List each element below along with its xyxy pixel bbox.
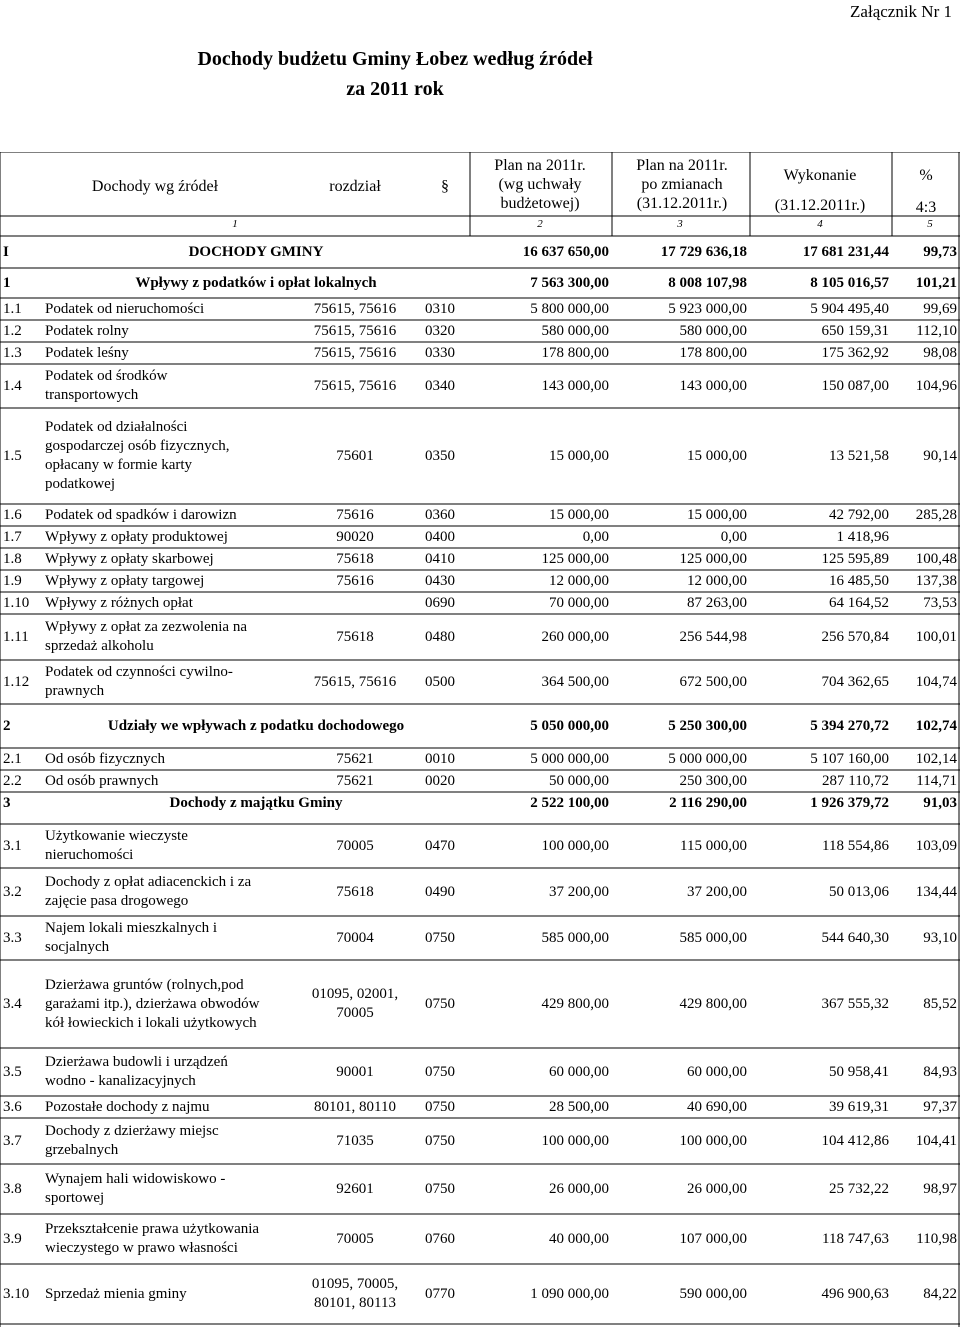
row-name: Wpływy z różnych opłat	[45, 594, 193, 611]
row-plan: 364 500,00	[541, 673, 609, 690]
row-plan: 585 000,00	[541, 929, 609, 946]
row-plan: 1 090 000,00	[530, 1285, 609, 1302]
row-percent: 91,03	[923, 794, 957, 811]
row-name: Podatek rolny	[45, 322, 129, 339]
row-name: Dzierżawa gruntów (rolnych,pod garażami itp.), dzierżawa obwodów kół łowieckich i lokali użytkowych	[45, 976, 260, 1031]
row-division: 75616	[336, 572, 374, 589]
row-paragraph: 0480	[425, 628, 455, 645]
header-col-5: 5	[927, 217, 933, 230]
row-number: 3.8	[3, 1180, 22, 1197]
row-paragraph: 0490	[425, 883, 455, 900]
row-execution: 16 485,50	[829, 572, 889, 589]
row-paragraph: 0010	[425, 750, 455, 767]
row-plan-changed: 580 000,00	[679, 322, 747, 339]
row-plan: 5 800 000,00	[530, 300, 609, 317]
row-number: 2.2	[3, 772, 22, 789]
row-plan: 7 563 300,00	[530, 274, 609, 291]
row-execution: 650 159,31	[821, 322, 889, 339]
row-paragraph: 0360	[425, 506, 455, 523]
row-execution: 175 362,92	[821, 344, 889, 361]
row-percent: 98,08	[923, 344, 957, 361]
row-execution: 150 087,00	[821, 377, 889, 394]
row-percent: 110,98	[916, 1230, 957, 1247]
row-plan-changed: 143 000,00	[679, 377, 747, 394]
row-percent: 104,74	[915, 673, 957, 690]
row-division: 75615, 75616	[313, 377, 397, 394]
row-plan-changed: 8 008 107,98	[668, 274, 747, 291]
row-name: DOCHODY GMINY	[188, 243, 324, 260]
row-name: Najem lokali mieszkalnych i socjalnych	[45, 920, 218, 955]
row-percent: 102,14	[915, 750, 957, 767]
row-plan-changed: 87 263,00	[687, 594, 747, 611]
row-division: 75621	[336, 772, 374, 789]
row-name: Podatek od środków transportowych	[45, 368, 168, 403]
row-division: 75621	[336, 750, 374, 767]
row-division: 75615, 75616	[313, 673, 397, 690]
header-col-1: 1	[232, 217, 238, 230]
header-execution-date: (31.12.2011r.)	[774, 196, 866, 214]
row-plan: 16 637 650,00	[522, 243, 609, 260]
row-plan-changed: 2 116 290,00	[669, 794, 747, 811]
row-number: 3.2	[3, 883, 22, 900]
row-name: Podatek od spadków i darowizn	[45, 506, 237, 523]
row-plan-changed: 0,00	[720, 528, 747, 545]
row-number: 1.8	[3, 550, 22, 567]
row-execution: 42 792,00	[829, 506, 889, 523]
row-number: 1.11	[3, 628, 29, 645]
row-plan: 429 800,00	[541, 995, 609, 1012]
row-plan-changed: 37 200,00	[687, 883, 747, 900]
row-division	[303, 592, 407, 614]
row-division: 75618	[336, 550, 374, 567]
row-plan-changed: 107 000,00	[679, 1230, 747, 1247]
row-number: 3.10	[3, 1285, 30, 1302]
row-plan-changed: 17 729 636,18	[660, 243, 747, 260]
row-number: 3.3	[3, 929, 22, 946]
row-paragraph: 0750	[425, 995, 455, 1012]
row-plan-changed: 256 544,98	[679, 628, 747, 645]
row-plan-changed: 429 800,00	[679, 995, 747, 1012]
row-plan-changed: 585 000,00	[679, 929, 747, 946]
row-plan-changed: 26 000,00	[687, 1180, 747, 1197]
row-number: 3.6	[3, 1098, 22, 1115]
row-name: Dochody z majątku Gminy	[169, 794, 343, 811]
row-paragraph: 0400	[425, 528, 455, 545]
row-number: 3.5	[3, 1063, 22, 1080]
row-percent: 285,28	[915, 506, 957, 523]
row-name: Od osób fizycznych	[45, 750, 165, 767]
row-number: I	[3, 243, 9, 260]
title-line-1: Dochody budżetu Gminy Łobez według źródeł	[197, 48, 593, 70]
row-paragraph: 0470	[425, 837, 455, 854]
row-division: 71035	[336, 1132, 374, 1149]
row-plan-changed: 5 000 000,00	[668, 750, 747, 767]
row-execution: 25 732,22	[829, 1180, 889, 1197]
row-plan: 40 000,00	[549, 1230, 609, 1247]
row-plan-changed: 40 690,00	[687, 1098, 747, 1115]
row-percent: 97,37	[923, 1098, 957, 1115]
row-name: Dochody z opłat adiacenckich i za zajęcie pasa drogowego	[45, 874, 252, 909]
header-paragraph: §	[441, 177, 449, 195]
header-ratio: 4:3	[915, 198, 937, 216]
row-number: 1.9	[3, 572, 22, 589]
row-paragraph: 0340	[425, 377, 455, 394]
row-name: Udziały we wpływach z podatku dochodowego	[107, 717, 405, 734]
row-paragraph: 0690	[425, 594, 455, 611]
row-name: Użytkowanie wieczyste nieruchomości	[45, 828, 188, 863]
row-execution: 5 107 160,00	[810, 750, 889, 767]
row-plan-changed: 250 300,00	[679, 772, 747, 789]
row-plan: 143 000,00	[541, 377, 609, 394]
row-execution: 50 958,41	[829, 1063, 889, 1080]
row-percent: 114,71	[916, 772, 957, 789]
row-number: 3.1	[3, 837, 22, 854]
header-col-4: 4	[817, 217, 823, 230]
row-percent: 90,14	[923, 447, 957, 464]
row-name: Od osób prawnych	[45, 772, 159, 789]
row-plan: 28 500,00	[549, 1098, 609, 1115]
row-number: 3	[3, 794, 11, 811]
row-number: 1.6	[3, 506, 22, 523]
row-plan-changed: 15 000,00	[687, 506, 747, 523]
row-number: 1.1	[3, 300, 22, 317]
row-division: 75615, 75616	[313, 344, 397, 361]
row-name: Podatek leśny	[45, 344, 129, 361]
row-execution: 367 555,32	[821, 995, 889, 1012]
row-percent: 84,93	[923, 1063, 957, 1080]
row-percent: 137,38	[915, 572, 957, 589]
row-execution: 64 164,52	[829, 594, 889, 611]
row-number: 1.7	[3, 528, 22, 545]
row-name: Pozostałe dochody z najmu	[45, 1098, 210, 1115]
income-table	[0, 152, 960, 1327]
row-percent: 134,44	[915, 883, 957, 900]
row-paragraph: 0320	[425, 322, 455, 339]
row-plan: 50 000,00	[549, 772, 609, 789]
row-plan: 580 000,00	[541, 322, 609, 339]
row-percent: 98,97	[923, 1180, 957, 1197]
row-percent: 100,01	[915, 628, 957, 645]
row-plan: 260 000,00	[541, 628, 609, 645]
row-division: 70005	[336, 1230, 374, 1247]
row-paragraph: 0760	[425, 1230, 455, 1247]
row-plan: 100 000,00	[541, 837, 609, 854]
row-paragraph: 0750	[425, 1132, 455, 1149]
row-division: 75615, 75616	[313, 322, 397, 339]
row-plan-changed: 15 000,00	[687, 447, 747, 464]
row-number: 2.1	[3, 750, 22, 767]
row-division: 75615, 75616	[313, 300, 397, 317]
row-paragraph: 0750	[425, 1098, 455, 1115]
row-paragraph: 0410	[425, 550, 455, 567]
row-division: 75618	[336, 883, 374, 900]
row-percent: 103,09	[915, 837, 957, 854]
row-name: Dzierżawa budowli i urządzeń wodno - kanalizacyjnych	[45, 1054, 228, 1089]
row-plan-changed: 12 000,00	[687, 572, 747, 589]
row-paragraph: 0430	[425, 572, 455, 589]
row-execution: 256 570,84	[821, 628, 889, 645]
row-plan: 26 000,00	[549, 1180, 609, 1197]
row-paragraph: 0330	[425, 344, 455, 361]
header-col-3: 3	[677, 217, 683, 230]
row-number: 1.10	[3, 594, 30, 611]
row-name: Sprzedaż mienia gminy	[45, 1285, 187, 1302]
row-percent: 102,74	[915, 717, 957, 734]
row-number: 3.4	[3, 995, 22, 1012]
row-paragraph: 0500	[425, 673, 455, 690]
row-plan: 60 000,00	[549, 1063, 609, 1080]
row-division: 70005	[336, 837, 374, 854]
header-percent: %	[919, 166, 933, 184]
row-plan: 178 800,00	[541, 344, 609, 361]
row-plan-changed: 178 800,00	[679, 344, 747, 361]
row-division: 75616	[336, 506, 374, 523]
row-execution: 125 595,89	[821, 550, 889, 567]
header-execution-title: Wykonanie	[783, 166, 857, 184]
row-execution: 1 418,96	[836, 528, 889, 545]
row-percent: 99,69	[923, 300, 957, 317]
row-execution: 544 640,30	[821, 929, 889, 946]
row-number: 3.7	[3, 1132, 22, 1149]
row-paragraph: 0020	[425, 772, 455, 789]
row-division: 90001	[336, 1063, 374, 1080]
title-line-2: za 2011 rok	[346, 78, 444, 100]
row-plan: 0,00	[582, 528, 609, 545]
row-execution: 8 105 016,57	[810, 274, 889, 291]
row-paragraph: 0310	[425, 300, 455, 317]
row-plan-changed: 5 250 300,00	[668, 717, 747, 734]
row-plan-changed: 100 000,00	[679, 1132, 747, 1149]
row-plan: 2 522 100,00	[530, 794, 609, 811]
row-number: 1.12	[3, 673, 30, 690]
row-number: 2	[3, 717, 11, 734]
row-name: Wpływy z opłaty skarbowej	[45, 550, 214, 567]
document-title	[0, 44, 790, 104]
row-division: 80101, 80110	[314, 1098, 396, 1115]
row-percent: 93,10	[923, 929, 957, 946]
row-execution: 50 013,06	[829, 883, 889, 900]
row-name: Dochody z dzierżawy miejsc grzebalnych	[45, 1123, 219, 1158]
row-percent: 104,96	[915, 377, 957, 394]
row-division: 92601	[336, 1180, 374, 1197]
row-name: Wpływy z opłaty produktowej	[45, 528, 228, 545]
row-number: 1.4	[3, 377, 22, 394]
row-plan-changed: 590 000,00	[679, 1285, 747, 1302]
row-name: Wpływy z opłaty targowej	[45, 572, 205, 589]
row-number: 1	[3, 274, 11, 291]
row-plan: 5 050 000,00	[530, 717, 609, 734]
annex-label: Załącznik Nr 1	[850, 2, 952, 21]
row-paragraph: 0750	[425, 1180, 455, 1197]
row-division: 01095, 02001, 70005	[311, 986, 399, 1021]
row-execution: 104 412,86	[821, 1132, 889, 1149]
header-source: Dochody wg źródeł	[91, 177, 219, 195]
row-execution: 1 926 379,72	[810, 794, 889, 811]
row-name: Przekształcenie prawa użytkowania wieczystego w prawo własności	[45, 1221, 260, 1256]
row-plan-changed: 125 000,00	[679, 550, 747, 567]
row-plan: 100 000,00	[541, 1132, 609, 1149]
row-percent: 99,73	[923, 243, 957, 260]
row-division: 75601	[336, 447, 374, 464]
row-division: 70004	[336, 929, 374, 946]
row-plan: 12 000,00	[549, 572, 609, 589]
row-number: 1.2	[3, 322, 22, 339]
row-name: Wynajem hali widowiskowo - sportowej	[45, 1171, 226, 1206]
row-name: Podatek od czynności cywilno- prawnych	[45, 664, 233, 699]
row-plan: 15 000,00	[549, 506, 609, 523]
row-percent: 104,41	[915, 1132, 957, 1149]
row-plan: 5 000 000,00	[530, 750, 609, 767]
row-execution: 118 554,86	[822, 837, 889, 854]
row-execution: 704 362,65	[821, 673, 889, 690]
row-execution: 5 904 495,40	[810, 300, 889, 317]
header-col-2: 2	[537, 217, 543, 230]
row-percent: 85,52	[923, 995, 957, 1012]
row-percent: 73,53	[923, 594, 957, 611]
row-execution: 39 619,31	[829, 1098, 889, 1115]
row-plan: 125 000,00	[541, 550, 609, 567]
row-percent: 84,22	[923, 1285, 957, 1302]
header-plan-initial: Plan na 2011r. (wg uchwały budżetowej)	[494, 156, 586, 212]
row-percent: 112,10	[916, 322, 957, 339]
row-paragraph: 0750	[425, 1063, 455, 1080]
row-plan-changed: 5 923 000,00	[668, 300, 747, 317]
row-number: 1.3	[3, 344, 22, 361]
row-number: 3.9	[3, 1230, 22, 1247]
row-execution: 496 900,63	[821, 1285, 889, 1302]
row-division: 90020	[336, 528, 374, 545]
row-plan: 70 000,00	[549, 594, 609, 611]
row-execution: 118 747,63	[822, 1230, 889, 1247]
header-division: rozdział	[329, 177, 381, 195]
row-plan: 15 000,00	[549, 447, 609, 464]
row-division: 01095, 70005, 80101, 80113	[311, 1276, 399, 1311]
row-name: Podatek od działalności gospodarczej osób fizycznych, opłacany w formie karty podatkowej	[45, 419, 230, 492]
row-name: Wpływy z podatków i opłat lokalnych	[135, 274, 377, 291]
row-name: Wpływy z opłat za zezwolenia na sprzedaż alkoholu	[45, 619, 247, 654]
row-division: 75618	[336, 628, 374, 645]
row-plan-changed: 115 000,00	[680, 837, 747, 854]
row-plan-changed: 60 000,00	[687, 1063, 747, 1080]
row-number: 1.5	[3, 447, 22, 464]
row-execution: 287 110,72	[822, 772, 889, 789]
row-execution: 17 681 231,44	[802, 243, 889, 260]
row-plan: 37 200,00	[549, 883, 609, 900]
header-plan-changed: Plan na 2011r. po zmianach (31.12.2011r.)	[636, 156, 728, 212]
row-execution: 13 521,58	[829, 447, 889, 464]
row-execution: 5 394 270,72	[810, 717, 889, 734]
row-percent: 101,21	[915, 274, 957, 291]
row-plan-changed: 672 500,00	[679, 673, 747, 690]
row-percent	[895, 526, 957, 548]
row-paragraph: 0350	[425, 447, 455, 464]
row-paragraph: 0750	[425, 929, 455, 946]
row-name: Podatek od nieruchomości	[45, 300, 205, 317]
row-percent: 100,48	[915, 550, 957, 567]
row-paragraph: 0770	[425, 1285, 455, 1302]
